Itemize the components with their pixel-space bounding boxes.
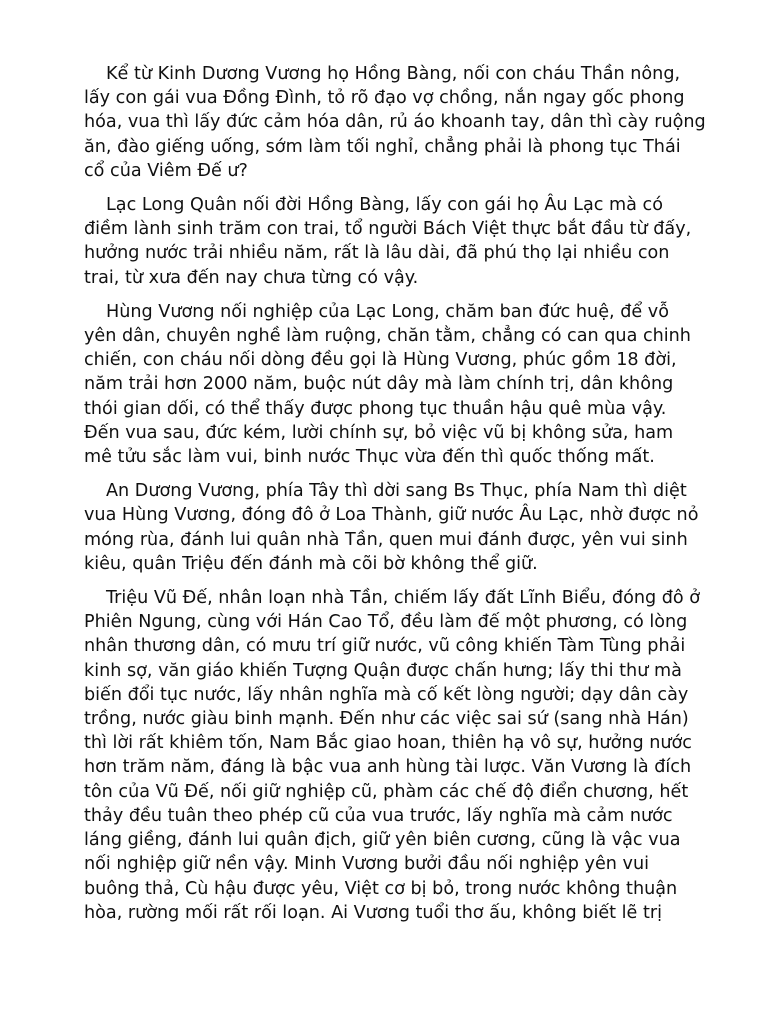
paragraph-an-duong-vuong: An Dương Vương, phía Tây thì dời sang Bs Thục, phía Nam thì diệt vua Hùng Vương, đóng đô ở Loa Thành, giữ nước Âu Lạc, nhờ được nỏ móng rùa, đánh lui quân nhà Tần, quen mui đánh được, yên vui sinh kiêu, quân Triệu đến đánh mà cõi bờ không thể giữ. — [84, 481, 699, 574]
paragraph-trieu-vu-de: Triệu Vũ Đế, nhân loạn nhà Tần, chiếm lấy đất Lĩnh Biểu, đóng đô ở Phiên Ngung, cùng với Hán Cao Tổ, đều làm đế một phương, có lòng nhân thương dân, có mưu trí giữ nước, vũ công khiến Tàm Tùng phải kinh sợ, văn giáo khiến Tượng Quận được chấn hưng; lấy thi thư mà biến đổi tục nước, lấy nhân nghĩa mà cố kết lòng người; dạy dân cày trồng, nước giàu binh mạnh. Đến như các việc sai sứ (sang nhà Hán) thì lời rất khiêm tốn, Nam Bắc giao hoan, thiên hạ vô sự, hưởng nước hơn trăm năm, đáng là bậc vua anh hùng tài lược. Văn Vương là đích tôn của Vũ Đế, nối giữ nghiệp cũ, phàm các chế độ điển chương, hết thảy đều tuân theo phép cũ của vua trước, lấy nghĩa mà cảm nước láng giềng, đánh lui quân địch, giữ yên biên cương, cũng là vậc vua nối nghiệp giữ nền vậy. Minh Vương bưởi đầu nối nghiệp yên vui buông thả, Cù hậu được yêu, Việt cơ bị bỏ, trong nước không thuận hòa, rường mối rất rối loạn. Ai Vương tuổi thơ ấu, không biết lẽ trị — [84, 588, 701, 923]
paragraph-lac-long-quan: Lạc Long Quân nối đời Hồng Bàng, lấy con gái họ Âu Lạc mà có điềm lành sinh trăm con trai, tổ người Bách Việt thực bắt đầu từ đấy, hưởng nước trải nhiều năm, rất là lâu dài, đã phú thọ lại nhiều con trai, từ xưa đến nay chưa từng có vậy. — [84, 195, 692, 288]
paragraph-kinh-duong-vuong: Kể từ Kinh Dương Vương họ Hồng Bàng, nối con cháu Thần nông, lấy con gái vua Đồng Đình, tỏ rõ đạo vợ chồng, nắn ngay gốc phong hóa, vua thì lấy đức cảm hóa dân, rủ áo khoanh tay, dân thì cày ruộng ăn, đào giếng uống, sớm làm tối nghỉ, chẳng phải là phong tục Thái cổ của Viêm Đế ư? — [84, 64, 706, 181]
paragraph-hung-vuong: Hùng Vương nối nghiệp của Lạc Long, chăm ban đức huệ, để vỗ yên dân, chuyên nghề làm ruộng, chăn tằm, chẳng có can qua chinh chiến, con cháu nối dòng đều gọi là Hùng Vương, phúc gồm 18 đời, năm trải hơn 2000 năm, buộc nút dây mà làm chính trị, dân không thói gian dối, có thể thấy được phong tục thuần hậu quê mùa vậy. Đến vua sau, đức kém, lười chính sự, bỏ việc vũ bị không sửa, ham mê tửu sắc làm vui, binh nước Thục vừa đến thì quốc thống mất. — [84, 301, 691, 468]
